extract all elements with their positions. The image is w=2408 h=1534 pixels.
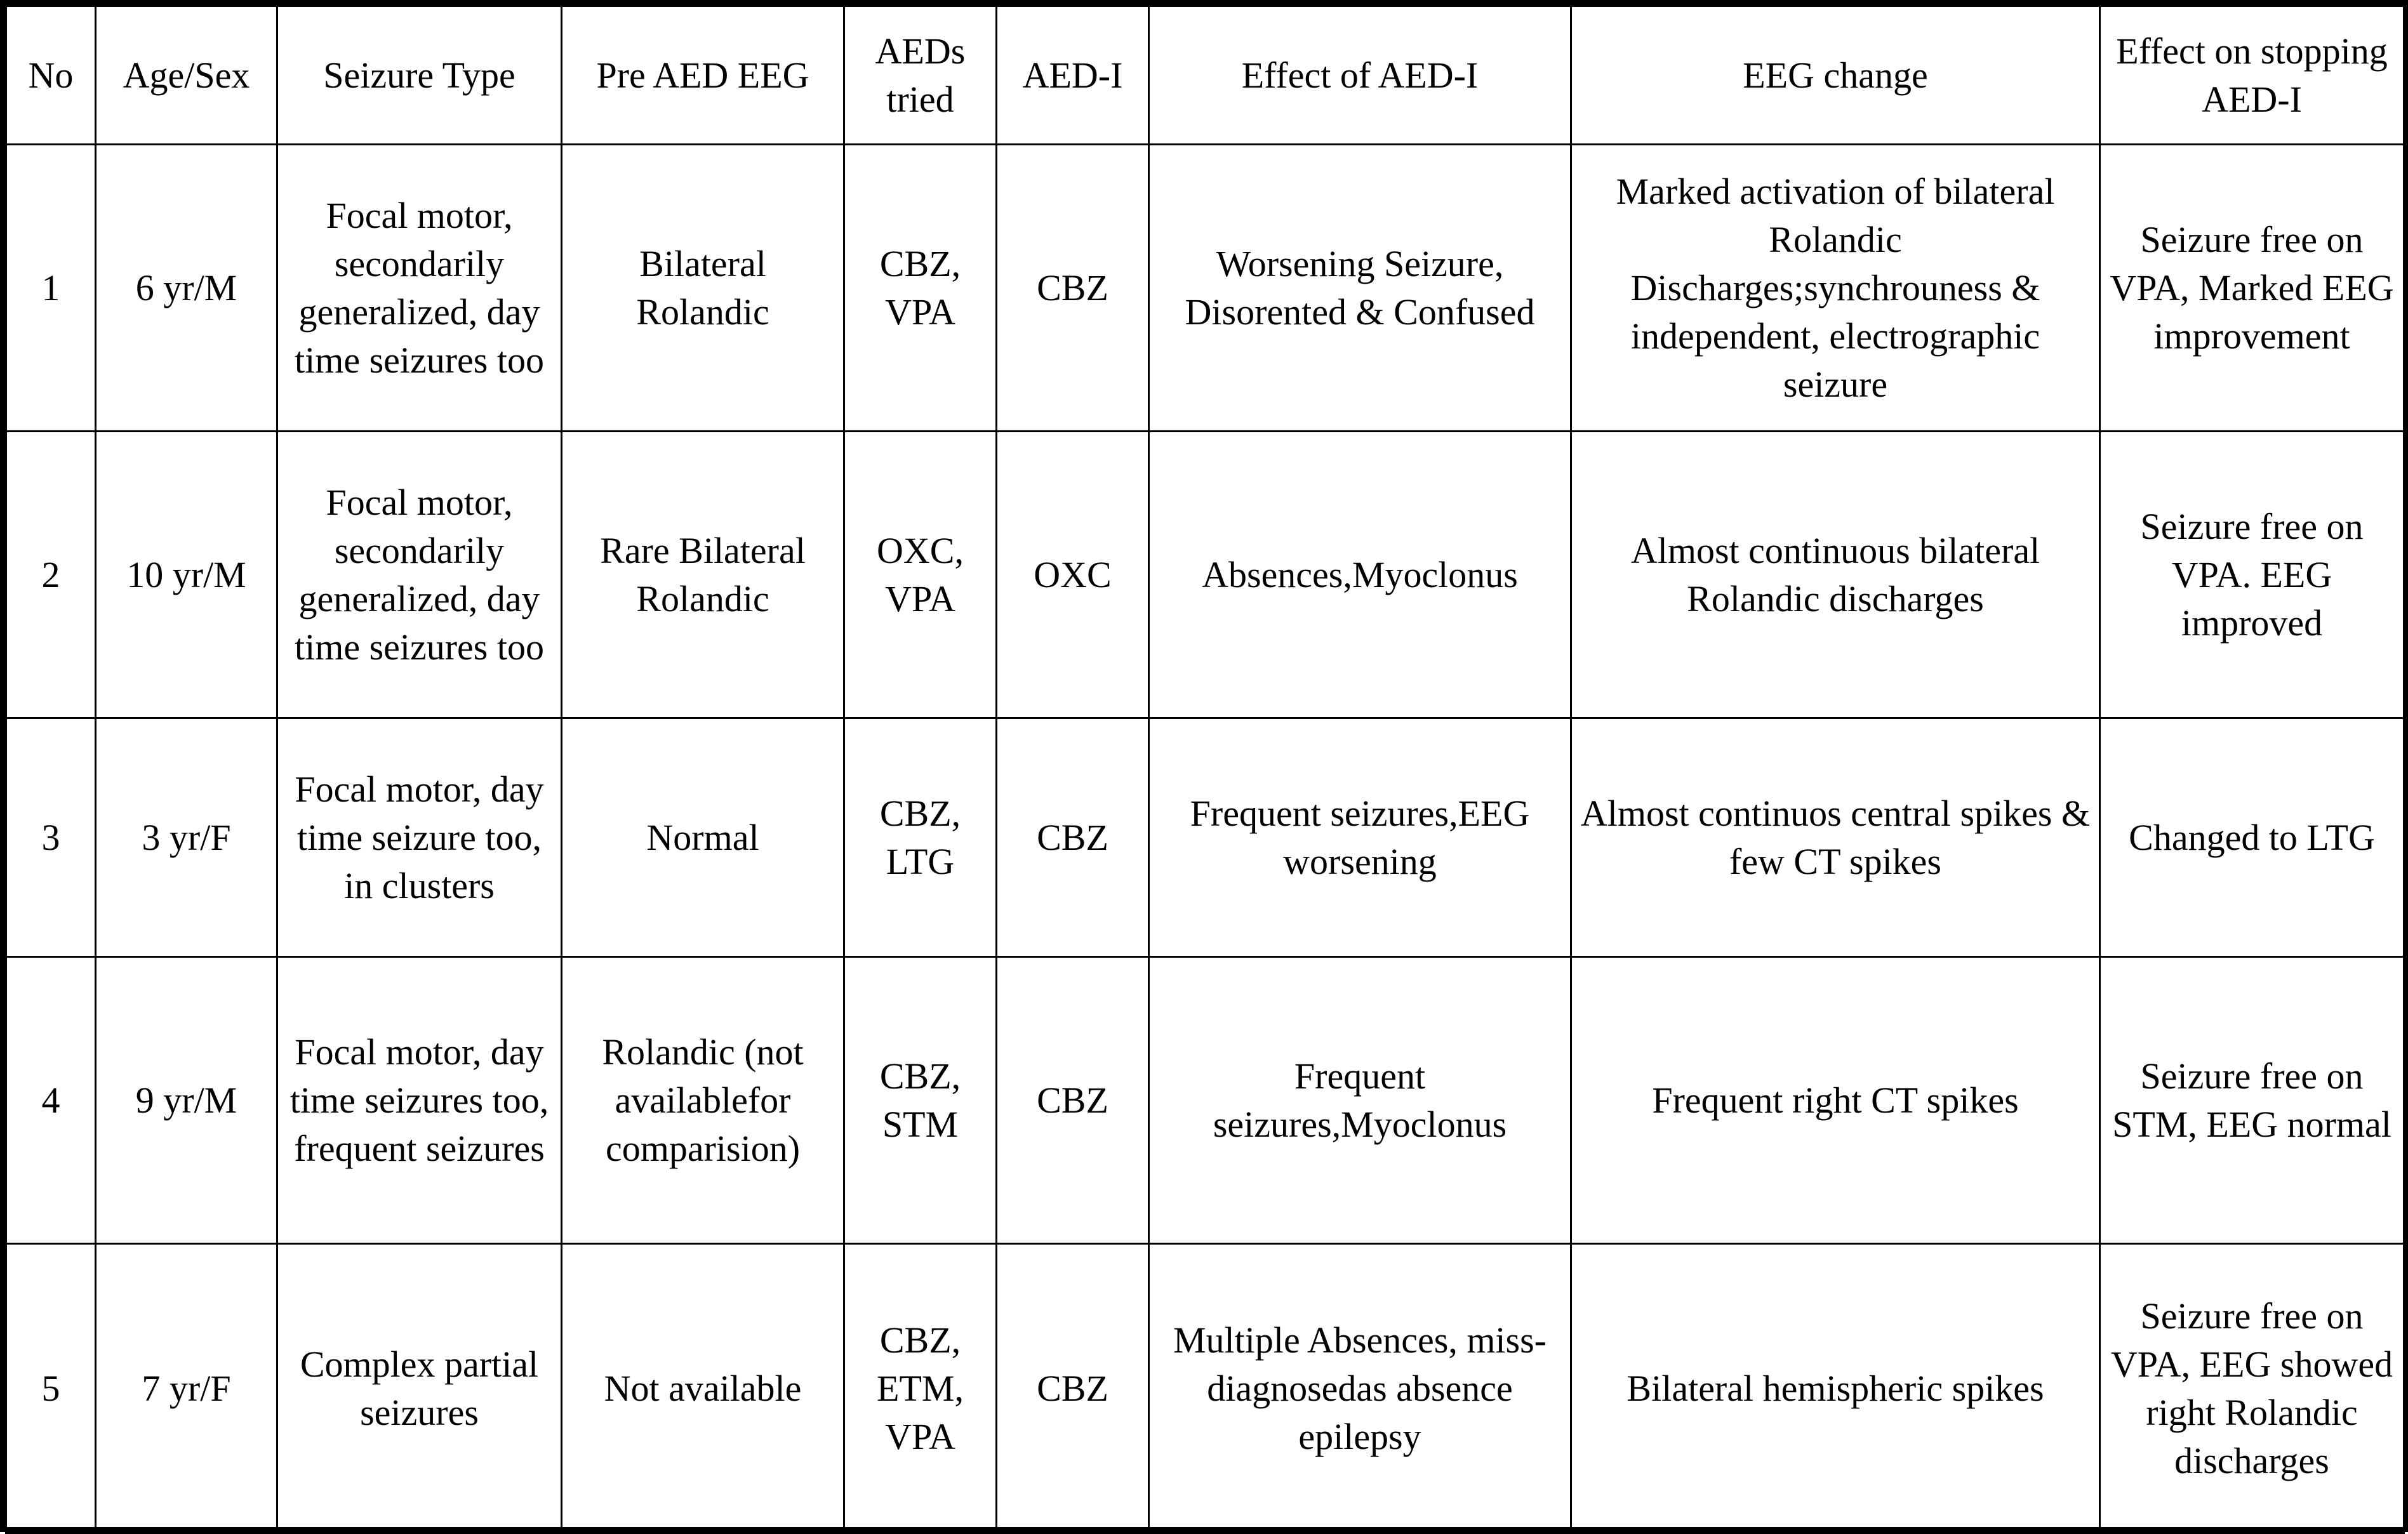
cell-effect-of-aed-i: Worsening Seizure, Disorented & Confused xyxy=(1149,145,1571,432)
cell-seizure-type: Focal motor, day time seizures too, frequent seizures xyxy=(277,957,562,1244)
cell-aed-i: CBZ xyxy=(997,957,1149,1244)
cell-aeds-tried: OXC, VPA xyxy=(844,432,997,718)
cell-age-sex: 6 yr/M xyxy=(96,145,277,432)
cell-seizure-type: Complex partial seizures xyxy=(277,1244,562,1533)
cell-effect-of-aed-i: Frequent seizures,Myoclonus xyxy=(1149,957,1571,1244)
cell-aed-i: CBZ xyxy=(997,1244,1149,1533)
cell-no: 5 xyxy=(6,1244,96,1533)
cell-age-sex: 7 yr/F xyxy=(96,1244,277,1533)
cell-aeds-tried: CBZ, LTG xyxy=(844,718,997,957)
header-age-sex: Age/Sex xyxy=(96,6,277,145)
table-row xyxy=(6,957,2404,1244)
cell-aed-i: CBZ xyxy=(997,718,1149,957)
cell-aed-i: CBZ xyxy=(997,145,1149,432)
header-effect-of-aed-i: Effect of AED-I xyxy=(1149,6,1571,145)
table-row xyxy=(6,432,2404,718)
cell-seizure-type: Focal motor, day time seizure too, in clusters xyxy=(277,718,562,957)
cell-pre-aed-eeg: Rolandic (not availablefor comparision) xyxy=(562,957,844,1244)
cell-pre-aed-eeg: Not available xyxy=(562,1244,844,1533)
cell-seizure-type: Focal motor, secondarily generalized, day time seizures too xyxy=(277,145,562,432)
cell-eeg-change: Almost continuous bilateral Rolandic discharges xyxy=(1571,432,2100,718)
header-aed-i: AED-I xyxy=(997,6,1149,145)
cell-age-sex: 3 yr/F xyxy=(96,718,277,957)
cell-no: 1 xyxy=(6,145,96,432)
table-row xyxy=(6,1244,2404,1533)
cell-eeg-change: Frequent right CT spikes xyxy=(1571,957,2100,1244)
cell-eeg-change: Marked activation of bilateral Rolandic Discharges;synchrouness & independent, electrographic seizure xyxy=(1571,145,2100,432)
header-aeds-tried: AEDs tried xyxy=(844,6,997,145)
header-eeg-change: EEG change xyxy=(1571,6,2100,145)
cell-seizure-type: Focal motor, secondarily generalized, day time seizures too xyxy=(277,432,562,718)
cell-aeds-tried: CBZ, ETM, VPA xyxy=(844,1244,997,1533)
cell-aeds-tried: CBZ, VPA xyxy=(844,145,997,432)
header-seizure-type: Seizure Type xyxy=(277,6,562,145)
cell-effect-on-stopping: Seizure free on STM, EEG normal xyxy=(2100,957,2404,1244)
cell-effect-of-aed-i: Absences,Myoclonus xyxy=(1149,432,1571,718)
cell-pre-aed-eeg: Bilateral Rolandic xyxy=(562,145,844,432)
cell-age-sex: 10 yr/M xyxy=(96,432,277,718)
header-effect-on-stopping: Effect on stopping AED-I xyxy=(2100,6,2404,145)
cell-effect-on-stopping: Changed to LTG xyxy=(2100,718,2404,957)
cell-aeds-tried: CBZ, STM xyxy=(844,957,997,1244)
cell-effect-of-aed-i: Frequent seizures,EEG worsening xyxy=(1149,718,1571,957)
cell-eeg-change: Bilateral hemispheric spikes xyxy=(1571,1244,2100,1533)
patient-data-table xyxy=(5,5,2405,1534)
cell-pre-aed-eeg: Normal xyxy=(562,718,844,957)
cell-no: 2 xyxy=(6,432,96,718)
table-row xyxy=(6,718,2404,957)
cell-pre-aed-eeg: Rare Bilateral Rolandic xyxy=(562,432,844,718)
cell-effect-on-stopping: Seizure free on VPA, Marked EEG improvement xyxy=(2100,145,2404,432)
cell-no: 3 xyxy=(6,718,96,957)
header-row xyxy=(6,6,2404,145)
header-pre-aed-eeg: Pre AED EEG xyxy=(562,6,844,145)
cell-eeg-change: Almost continuos central spikes & few CT spikes xyxy=(1571,718,2100,957)
cell-effect-on-stopping: Seizure free on VPA. EEG improved xyxy=(2100,432,2404,718)
cell-no: 4 xyxy=(6,957,96,1244)
header-no: No xyxy=(6,6,96,145)
table-row xyxy=(6,145,2404,432)
cell-effect-on-stopping: Seizure free on VPA, EEG showed right Rolandic discharges xyxy=(2100,1244,2404,1533)
cell-effect-of-aed-i: Multiple Absences, miss-diagnosedas absence epilepsy xyxy=(1149,1244,1571,1533)
cell-age-sex: 9 yr/M xyxy=(96,957,277,1244)
cell-aed-i: OXC xyxy=(997,432,1149,718)
